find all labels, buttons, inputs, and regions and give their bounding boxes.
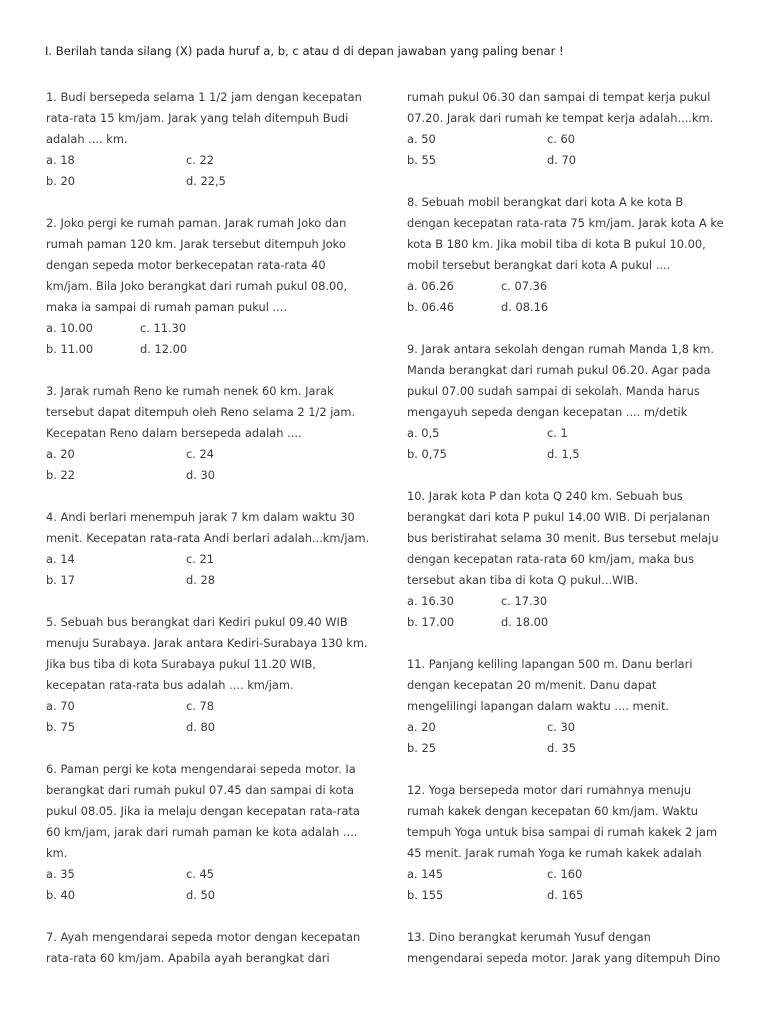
- answer-options: [407, 717, 732, 759]
- option-d: d. 50: [186, 888, 215, 902]
- option-b: b. 17.00: [407, 615, 455, 629]
- option-a: a. 0,5: [407, 426, 440, 440]
- left-column: [46, 87, 371, 990]
- option-b: b. 25: [407, 741, 436, 755]
- answer-options: [407, 864, 732, 906]
- question-5: [46, 612, 371, 738]
- option-c: c. 21: [186, 552, 214, 566]
- answer-options: [46, 444, 371, 486]
- option-a: a. 10.00: [46, 321, 93, 335]
- question-text: 6. Paman pergi ke kota mengendarai sepeda motor. Ia berangkat dari rumah pukul 07.45 dan sampai di kota pukul 08.05. Jika ia melaju dengan kecepatan rata-rata 60 km/jam, jarak dari rumah paman ke kota adalah .... km.: [46, 762, 360, 860]
- option-d: d. 28: [186, 573, 215, 587]
- option-b: b. 75: [46, 720, 75, 734]
- option-b: b. 17: [46, 573, 75, 587]
- option-b: b. 55: [407, 153, 436, 167]
- question-text: 7. Ayah mengendarai sepeda motor dengan kecepatan rata-rata 60 km/jam. Apabila ayah berangkat dari: [46, 930, 361, 965]
- option-d: d. 18.00: [501, 615, 549, 629]
- question-1: [46, 87, 371, 192]
- answer-options: [46, 696, 371, 738]
- option-a: a. 70: [46, 699, 75, 713]
- option-c: c. 24: [186, 447, 214, 461]
- option-d: d. 70: [547, 153, 576, 167]
- question-text: 12. Yoga bersepeda motor dari rumahnya menuju rumah kakek dengan kecepatan 60 km/jam. Waktu tempuh Yoga untuk bisa sampai di rumah kakek 2 jam 45 menit. Jarak rumah Yoga ke rumah kakek adalah: [407, 783, 718, 860]
- option-a: a. 20: [407, 720, 436, 734]
- option-b: b. 0,75: [407, 447, 447, 461]
- option-c: c. 22: [186, 153, 214, 167]
- answer-options: [407, 129, 732, 171]
- question-text: 13. Dino berangkat kerumah Yusuf dengan mengendarai sepeda motor. Jarak yang ditempuh Dino: [407, 930, 721, 965]
- question-9: [407, 339, 732, 465]
- option-c: c. 07.36: [501, 279, 548, 293]
- option-c: c. 11.30: [140, 321, 187, 335]
- option-c: c. 60: [547, 132, 575, 146]
- question-text: 11. Panjang keliling lapangan 500 m. Danu berlari dengan kecepatan 20 m/menit. Danu dapat mengelilingi lapangan dalam waktu .... menit.: [407, 657, 693, 713]
- option-b: b. 22: [46, 468, 75, 482]
- question-11: [407, 654, 732, 759]
- option-c: c. 45: [186, 867, 214, 881]
- instruction-heading: I. Berilah tanda silang (X) pada huruf a, b, c atau d di depan jawaban yang paling benar !: [45, 44, 564, 58]
- answer-options: [407, 423, 732, 465]
- option-b: b. 20: [46, 174, 75, 188]
- option-b: b. 40: [46, 888, 75, 902]
- question-2: [46, 213, 371, 360]
- answer-options: [46, 864, 371, 906]
- question-8: [407, 192, 732, 318]
- question-6: [46, 759, 371, 906]
- option-d: d. 35: [547, 741, 576, 755]
- option-c: c. 160: [547, 867, 583, 881]
- option-a: a. 06.26: [407, 279, 454, 293]
- answer-options: [407, 276, 732, 318]
- question-7: [46, 927, 371, 969]
- option-d: d. 22,5: [186, 174, 226, 188]
- answer-options: [46, 150, 371, 192]
- option-c: c. 30: [547, 720, 575, 734]
- option-d: d. 80: [186, 720, 215, 734]
- question-12: [407, 780, 732, 906]
- option-a: a. 35: [46, 867, 75, 881]
- question-text: 5. Sebuah bus berangkat dari Kediri pukul 09.40 WIB menuju Surabaya. Jarak antara Kediri-Surabaya 130 km. Jika bus tiba di kota Surabaya pukul 11.20 WIB, kecepatan rata-rata bus adalah .... km/jam.: [46, 615, 368, 692]
- question-text: 2. Joko pergi ke rumah paman. Jarak rumah Joko dan rumah paman 120 km. Jarak tersebut ditempuh Joko dengan sepeda motor berkecepatan rata-rata 40 km/jam. Bila Joko berangkat dari rumah pukul 08.00, maka ia sampai di rumah paman pukul ....: [46, 216, 348, 314]
- question-13: [407, 927, 732, 969]
- option-a: a. 50: [407, 132, 436, 146]
- question-text: 8. Sebuah mobil berangkat dari kota A ke kota B dengan kecepatan rata-rata 75 km/jam. Jarak kota A ke kota B 180 km. Jika mobil tiba di kota B pukul 10.00, mobil tersebut berangkat dari kota A pukul ....: [407, 195, 724, 272]
- question-3: [46, 381, 371, 486]
- question-7-continued: [407, 87, 732, 171]
- option-a: a. 14: [46, 552, 75, 566]
- answer-options: [46, 549, 371, 591]
- option-b: b. 11.00: [46, 342, 94, 356]
- option-d: d. 165: [547, 888, 584, 902]
- option-a: a. 16.30: [407, 594, 454, 608]
- question-text: 9. Jarak antara sekolah dengan rumah Manda 1,8 km. Manda berangkat dari rumah pukul 06.20. Agar pada pukul 07.00 sudah sampai di sekolah. Manda harus mengayuh sepeda dengan kecepatan .... m/detik: [407, 342, 714, 419]
- question-text: 4. Andi berlari menempuh jarak 7 km dalam waktu 30 menit. Kecepatan rata-rata Andi berlari adalah...km/jam.: [46, 510, 370, 545]
- question-10: [407, 486, 732, 633]
- option-d: d. 1,5: [547, 447, 580, 461]
- option-d: d. 12.00: [140, 342, 188, 356]
- option-d: d. 08.16: [501, 300, 549, 314]
- answer-options: [46, 318, 371, 360]
- question-4: [46, 507, 371, 591]
- option-a: a. 20: [46, 447, 75, 461]
- option-b: b. 155: [407, 888, 444, 902]
- option-b: b. 06.46: [407, 300, 455, 314]
- question-text: rumah pukul 06.30 dan sampai di tempat kerja pukul 07.20. Jarak dari rumah ke tempat kerja adalah....km.: [407, 90, 714, 125]
- option-a: a. 145: [407, 867, 443, 881]
- right-column: [407, 87, 732, 990]
- option-d: d. 30: [186, 468, 215, 482]
- option-c: c. 1: [547, 426, 568, 440]
- option-a: a. 18: [46, 153, 75, 167]
- question-text: 3. Jarak rumah Reno ke rumah nenek 60 km. Jarak tersebut dapat ditempuh oleh Reno selama 2 1/2 jam. Kecepatan Reno dalam bersepeda adalah ....: [46, 384, 356, 440]
- answer-options: [407, 591, 732, 633]
- option-c: c. 17.30: [501, 594, 548, 608]
- question-text: 1. Budi bersepeda selama 1 1/2 jam dengan kecepatan rata-rata 15 km/jam. Jarak yang telah ditempuh Budi adalah .... km.: [46, 90, 362, 146]
- question-text: 10. Jarak kota P dan kota Q 240 km. Sebuah bus berangkat dari kota P pukul 14.00 WIB. Di perjalanan bus beristirahat selama 30 menit. Bus tersebut melaju dengan kecepatan rata-rata 60 km/jam, maka bus tersebut akan tiba di kota Q pukul...WIB.: [407, 489, 719, 587]
- option-c: c. 78: [186, 699, 214, 713]
